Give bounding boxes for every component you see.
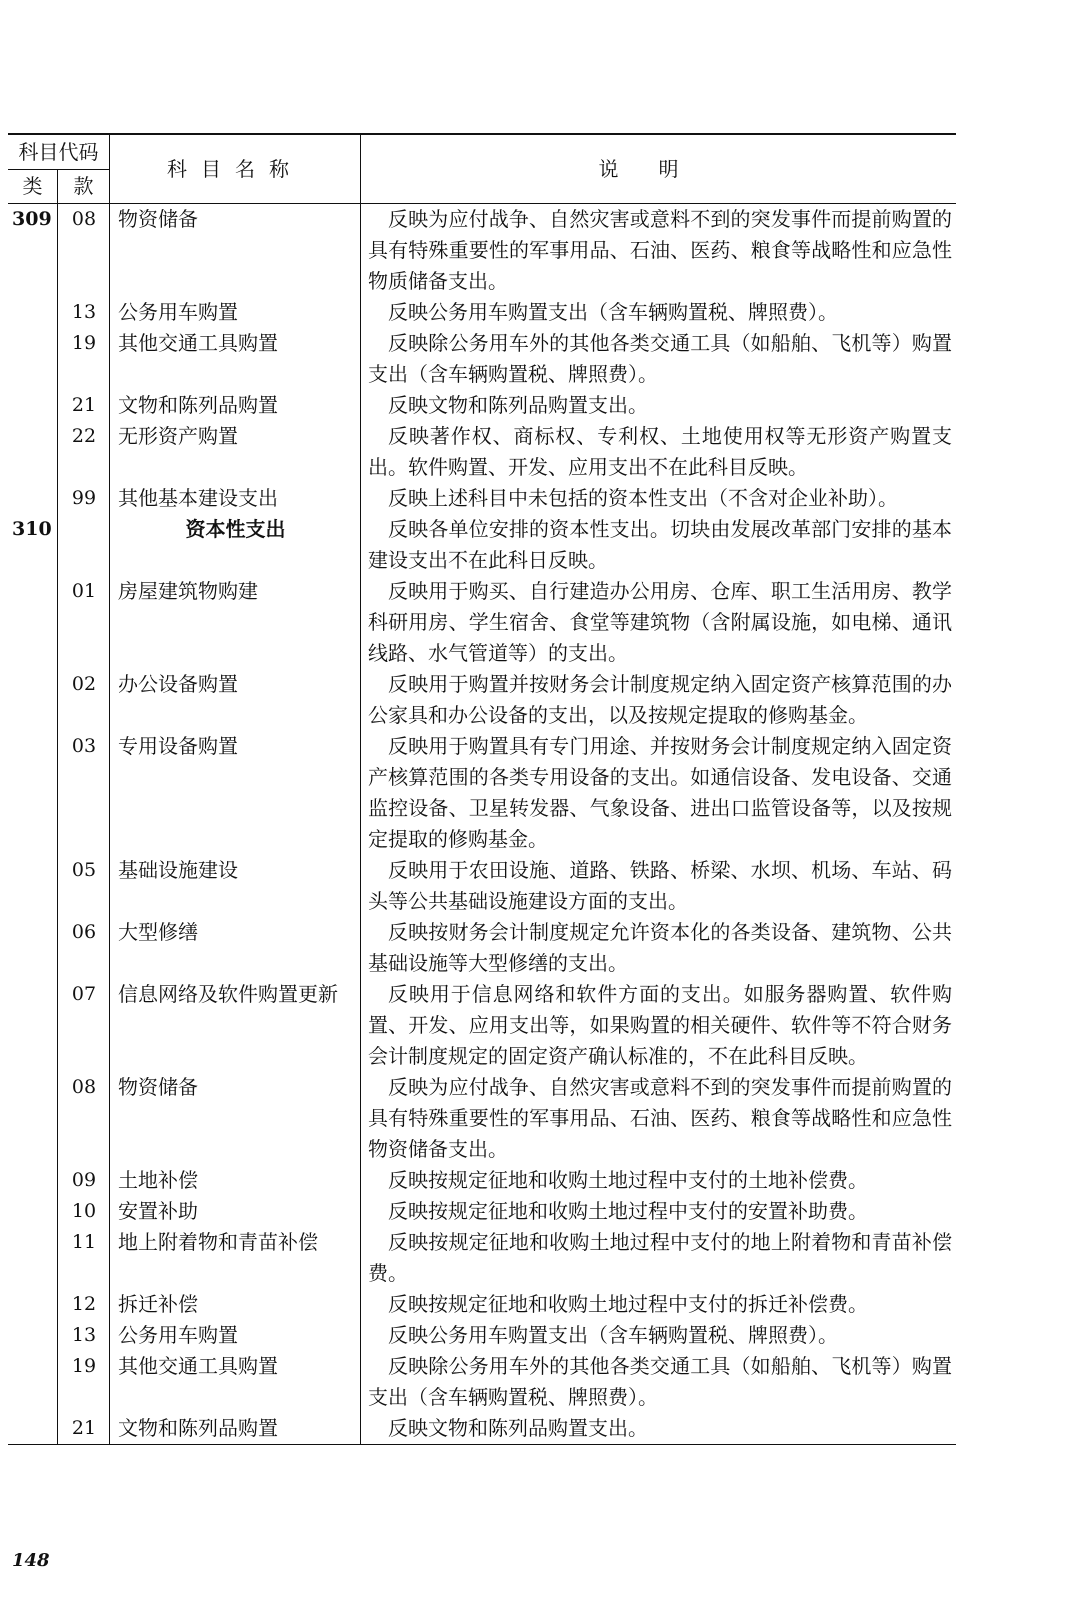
subject-name: 土地补偿 <box>118 1168 198 1192</box>
table-row <box>8 731 956 855</box>
subject-description: 反映按规定征地和收购土地过程中支付的安置补助费。 <box>388 1199 868 1223</box>
table-row <box>8 390 956 421</box>
header-subject-code: 科目代码 <box>8 135 110 170</box>
subject-description: 反映为应付战争、自然灾害或意料不到的突发事件而提前购置的具有特殊重要性的军事用品、石油、医药、粮食等战略性和应急性物质储备支出。 <box>368 207 952 293</box>
subject-description: 反映用于购置并按财务会计制度规定纳入固定资产核算范围的办公家具和办公设备的支出，以及按规定提取的修购基金。 <box>368 672 952 727</box>
subject-name: 信息网络及软件购置更新 <box>118 982 338 1006</box>
section-code: 21 <box>71 1417 97 1439</box>
table-row <box>8 328 956 390</box>
subject-name: 办公设备购置 <box>118 672 238 696</box>
section-code: 13 <box>71 301 97 323</box>
subject-description: 反映用于购置具有专门用途、并按财务会计制度规定纳入固定资产核算范围的各类专用设备的支出。如通信设备、发电设备、交通监控设备、卫星转发器、气象设备、进出口监管设备等，以及按规定提取的修购基金。 <box>368 734 952 851</box>
category-code: 309 <box>12 208 52 230</box>
table-row <box>8 297 956 328</box>
section-code: 01 <box>71 580 97 602</box>
section-code: 08 <box>71 208 97 230</box>
subject-name: 专用设备购置 <box>118 734 238 758</box>
table-row <box>8 979 956 1072</box>
subject-name: 拆迁补偿 <box>118 1292 198 1316</box>
subject-name: 安置补助 <box>118 1199 198 1223</box>
subject-description: 反映除公务用车外的其他各类交通工具（如船舶、飞机等）购置支出（含车辆购置税、牌照费）。 <box>368 331 952 386</box>
header-category: 类 <box>8 170 58 203</box>
table-row <box>8 669 956 731</box>
subject-description: 反映上述科目中未包括的资本性支出（不含对企业补助）。 <box>388 486 898 510</box>
section-code: 05 <box>71 859 97 881</box>
subject-description: 反映用于购买、自行建造办公用房、仓库、职工生活用房、教学科研用房、学生宿舍、食堂等建筑物（含附属设施，如电梯、通讯线路、水气管道等）的支出。 <box>368 579 952 665</box>
section-code: 06 <box>71 921 97 943</box>
subject-name: 文物和陈列品购置 <box>118 393 278 417</box>
table-row <box>8 204 956 297</box>
section-code: 02 <box>71 673 97 695</box>
table-body <box>8 204 956 1444</box>
table-row <box>8 1072 956 1165</box>
section-code: 10 <box>71 1200 97 1222</box>
subject-name: 物资储备 <box>118 1075 198 1099</box>
table-row <box>8 1351 956 1413</box>
section-code: 19 <box>71 332 97 354</box>
subject-name: 公务用车购置 <box>118 300 238 324</box>
section-code: 99 <box>71 487 97 509</box>
subject-name: 公务用车购置 <box>118 1323 238 1347</box>
header-subject-name: 科目名称 <box>110 135 361 203</box>
section-code: 07 <box>71 983 97 1005</box>
subject-name: 房屋建筑物购建 <box>118 579 258 603</box>
table-row <box>8 1413 956 1444</box>
subject-name: 物资储备 <box>118 207 198 231</box>
section-code: 12 <box>71 1293 97 1315</box>
table-row <box>8 576 956 669</box>
subject-description: 反映文物和陈列品购置支出。 <box>388 393 648 417</box>
table-row <box>8 483 956 514</box>
table-row <box>8 514 956 576</box>
subject-name: 地上附着物和青苗补偿 <box>118 1230 318 1254</box>
subject-description: 反映著作权、商标权、专利权、土地使用权等无形资产购置支出。软件购置、开发、应用支出不在此科目反映。 <box>368 424 952 479</box>
subject-description: 反映文物和陈列品购置支出。 <box>388 1416 648 1440</box>
subject-name: 其他基本建设支出 <box>118 486 278 510</box>
subject-description: 反映按财务会计制度规定允许资本化的各类设备、建筑物、公共基础设施等大型修缮的支出。 <box>368 920 952 975</box>
header-section: 款 <box>58 170 110 203</box>
table-row <box>8 917 956 979</box>
table-row <box>8 1320 956 1351</box>
subject-description: 反映用于信息网络和软件方面的支出。如服务器购置、软件购置、开发、应用支出等，如果购置的相关硬件、软件等不符合财务会计制度规定的固定资产确认标准的，不在此科目反映。 <box>368 982 952 1068</box>
table-header <box>8 135 956 204</box>
subject-description: 反映按规定征地和收购土地过程中支付的地上附着物和青苗补偿费。 <box>368 1230 952 1285</box>
subject-description: 反映除公务用车外的其他各类交通工具（如船舶、飞机等）购置支出（含车辆购置税、牌照费）。 <box>368 1354 952 1409</box>
subject-description: 反映用于农田设施、道路、铁路、桥梁、水坝、机场、车站、码头等公共基础设施建设方面的支出。 <box>368 858 952 913</box>
subject-description: 反映公务用车购置支出（含车辆购置税、牌照费）。 <box>388 1323 838 1347</box>
subject-name: 其他交通工具购置 <box>118 1354 278 1378</box>
subject-name: 基础设施建设 <box>118 858 238 882</box>
subject-name: 其他交通工具购置 <box>118 331 278 355</box>
section-code: 21 <box>71 394 97 416</box>
subject-description: 反映按规定征地和收购土地过程中支付的拆迁补偿费。 <box>388 1292 868 1316</box>
subject-description: 反映按规定征地和收购土地过程中支付的土地补偿费。 <box>388 1168 868 1192</box>
table-row <box>8 421 956 483</box>
table-row <box>8 1227 956 1289</box>
subject-name: 无形资产购置 <box>118 424 238 448</box>
section-code: 08 <box>71 1076 97 1098</box>
table-row <box>8 1196 956 1227</box>
budget-subject-table <box>8 133 956 1445</box>
table-row <box>8 855 956 917</box>
section-code: 22 <box>71 425 97 447</box>
section-code: 03 <box>71 735 97 757</box>
subject-name: 文物和陈列品购置 <box>118 1416 278 1440</box>
table-row <box>8 1289 956 1320</box>
category-code: 310 <box>12 518 52 540</box>
page-number: 148 <box>12 1550 50 1571</box>
section-code: 13 <box>71 1324 97 1346</box>
section-code: 11 <box>71 1231 97 1253</box>
section-code: 19 <box>71 1355 97 1377</box>
header-description: 说明 <box>598 157 719 181</box>
subject-description: 反映为应付战争、自然灾害或意料不到的突发事件而提前购置的具有特殊重要性的军事用品、石油、医药、粮食等战略性和应急性物资储备支出。 <box>368 1075 952 1161</box>
table-row <box>8 1165 956 1196</box>
subject-description: 反映公务用车购置支出（含车辆购置税、牌照费）。 <box>388 300 838 324</box>
section-code: 09 <box>71 1169 97 1191</box>
subject-name: 大型修缮 <box>118 920 198 944</box>
subject-description: 反映各单位安排的资本性支出。切块由发展改革部门安排的基本建设支出不在此科日反映。 <box>368 517 952 572</box>
subject-name: 资本性支出 <box>185 517 286 541</box>
